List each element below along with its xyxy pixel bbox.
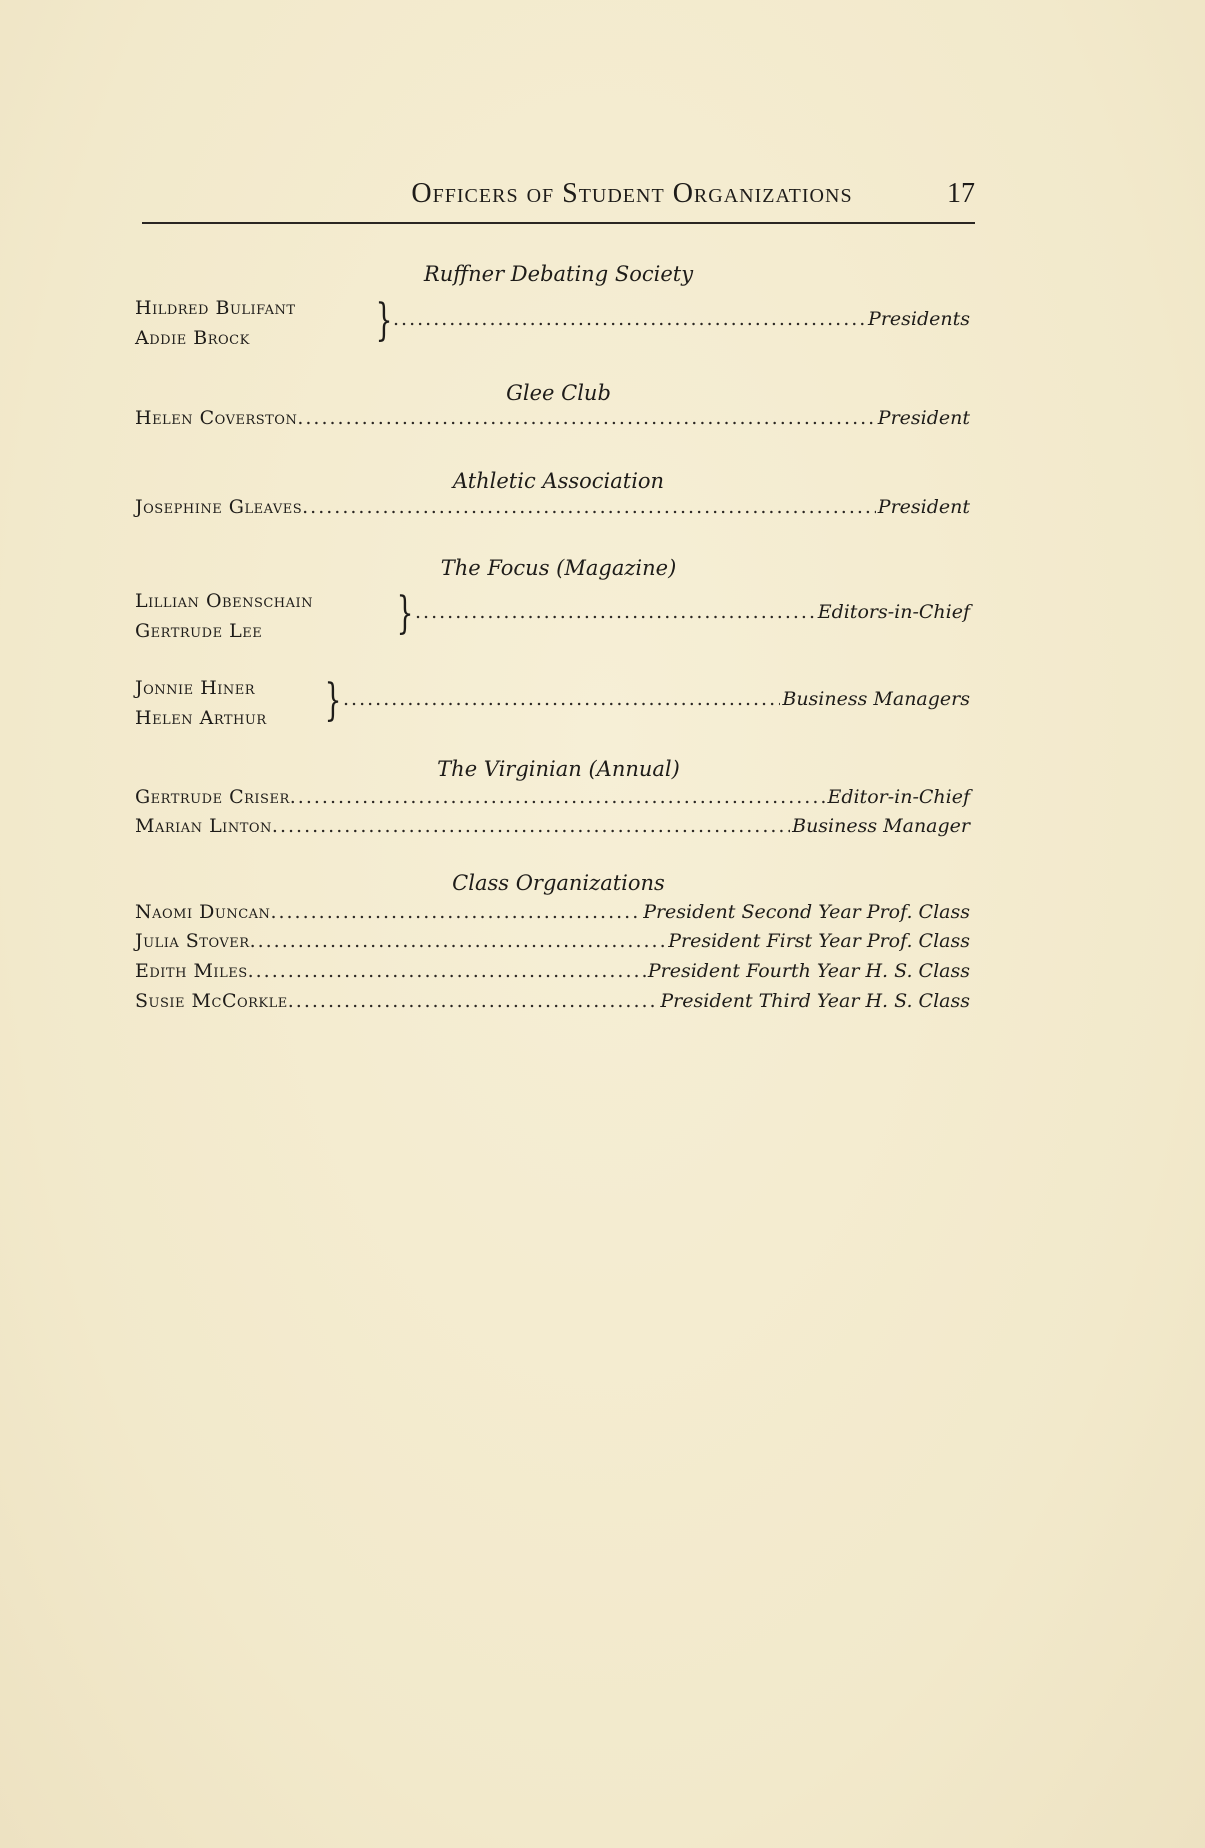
leader-dots	[297, 407, 875, 429]
officer-name: Edith Miles	[135, 960, 248, 982]
officer-name: Marian Linton	[135, 815, 272, 837]
page-header	[142, 178, 975, 224]
focus-business-managers	[135, 673, 970, 733]
section-title-glee-club: Glee Club	[506, 381, 611, 405]
officer-name: Addie Brock	[135, 327, 250, 349]
officer-role: Editor-in-Chief	[827, 786, 970, 808]
officer-role: President	[877, 496, 970, 518]
officer-name: Julia Stover	[135, 930, 250, 952]
officer-names	[135, 293, 296, 353]
officer-name: Jonnie Hiner	[135, 677, 256, 699]
officer-name: Lillian Obenschain	[135, 590, 314, 612]
officer-name: Helen Arthur	[135, 707, 267, 729]
officer-role: Presidents	[868, 308, 970, 330]
section-title-virginian: The Virginian (Annual)	[437, 757, 680, 781]
running-head: Officers of Student Organizations	[411, 178, 853, 209]
leader-dots	[250, 930, 667, 952]
leader-line	[415, 601, 970, 629]
officer-name: Naomi Duncan	[135, 901, 271, 923]
section-title-class-organizations: Class Organizations	[452, 871, 665, 895]
ruffner-officers	[135, 293, 970, 353]
leader-dots	[415, 601, 816, 623]
leader-dots	[272, 815, 790, 837]
officer-name: Gertrude Criser	[135, 786, 290, 808]
officer-name: Josephine Gleaves	[135, 496, 303, 518]
leader-dots	[288, 990, 659, 1012]
officer-row	[135, 815, 970, 843]
leader-dots	[302, 496, 876, 518]
officer-names	[135, 673, 267, 733]
leader-line	[343, 688, 970, 716]
officer-role: President	[877, 407, 970, 429]
section-title-ruffner: Ruffner Debating Society	[423, 262, 694, 286]
focus-editors	[135, 586, 970, 646]
leader-dots	[248, 960, 646, 982]
officer-row	[135, 496, 970, 524]
officer-role: President First Year Prof. Class	[668, 930, 970, 952]
officer-row	[135, 960, 970, 988]
section-title-focus: The Focus (Magazine)	[440, 556, 677, 580]
leader-line	[393, 308, 970, 336]
officer-row	[135, 990, 970, 1018]
officer-row	[135, 930, 970, 958]
officer-role: Business Managers	[782, 688, 970, 710]
leader-dots	[290, 786, 826, 808]
officer-role: President Fourth Year H. S. Class	[647, 960, 970, 982]
brace-glyph: }	[396, 588, 414, 639]
officer-name: Susie McCorkle	[135, 990, 288, 1012]
page-number: 17	[947, 178, 975, 209]
officer-row	[135, 786, 970, 814]
officer-names	[135, 586, 313, 646]
leader-dots	[270, 901, 641, 923]
leader-dots	[343, 688, 780, 710]
officer-role: Editors-in-Chief	[817, 601, 970, 623]
officer-row	[135, 407, 970, 435]
brace-glyph: }	[324, 675, 342, 726]
officer-name: Helen Coverston	[135, 407, 298, 429]
leader-dots	[393, 308, 866, 330]
section-title-athletic: Athletic Association	[452, 469, 665, 493]
officer-role: Business Manager	[792, 815, 970, 837]
officer-name: Gertrude Lee	[135, 620, 263, 642]
officer-row	[135, 901, 970, 929]
officer-name: Hildred Bulifant	[135, 297, 296, 319]
brace-glyph: }	[375, 295, 393, 346]
officer-role: President Second Year Prof. Class	[643, 901, 970, 923]
officer-role: President Third Year H. S. Class	[660, 990, 970, 1012]
